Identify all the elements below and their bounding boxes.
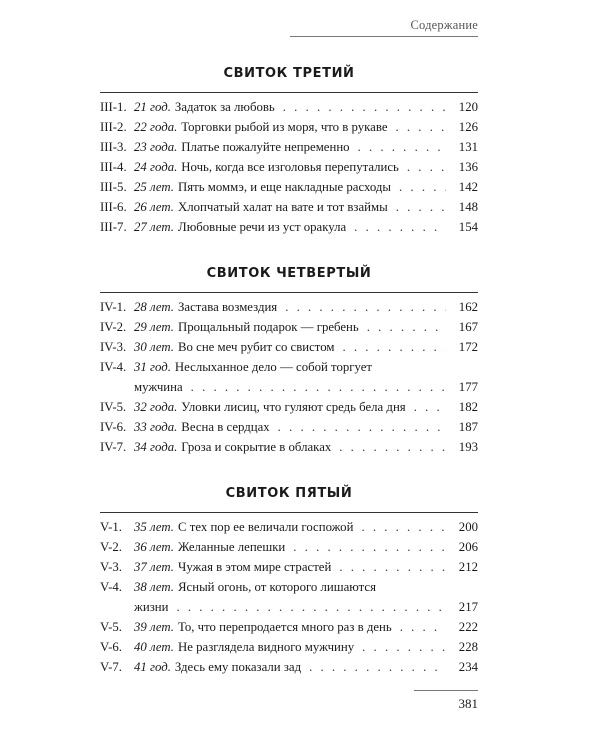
toc-entry-line bbox=[100, 657, 478, 677]
entry-title: Пять моммэ, и еще накладные расходы bbox=[178, 180, 392, 194]
toc-entry-line bbox=[100, 177, 478, 197]
toc-entry-line bbox=[100, 117, 478, 137]
toc-entry-line bbox=[100, 97, 478, 117]
entry-page: 177 bbox=[458, 380, 478, 394]
section-third bbox=[100, 66, 478, 237]
toc-entry[interactable] bbox=[100, 297, 478, 317]
toc-entry[interactable] bbox=[100, 577, 478, 617]
entry-number: III-7. bbox=[100, 220, 127, 234]
toc-entry-line bbox=[100, 197, 478, 217]
toc-entry[interactable] bbox=[100, 557, 478, 577]
entry-year: 39 лет. bbox=[134, 620, 175, 634]
entry-number: V-3. bbox=[100, 560, 122, 574]
toc-entry-line bbox=[100, 397, 478, 417]
entry-number: IV-6. bbox=[100, 420, 127, 434]
toc-entry[interactable] bbox=[100, 97, 478, 117]
footer-rule bbox=[414, 690, 478, 691]
entry-year: 23 года. bbox=[134, 140, 178, 154]
entry-year: 35 лет. bbox=[134, 520, 175, 534]
toc-entry[interactable] bbox=[100, 437, 478, 457]
entry-year: 30 лет. bbox=[134, 340, 175, 354]
dot-leader bbox=[339, 557, 446, 577]
toc-entry-line bbox=[100, 597, 478, 617]
dot-leader bbox=[293, 537, 446, 557]
toc-entry[interactable] bbox=[100, 317, 478, 337]
toc-entry-line bbox=[100, 357, 478, 377]
toc-entry-line bbox=[100, 217, 478, 237]
entry-title: Застава возмездия bbox=[178, 300, 278, 314]
entry-number: IV-7. bbox=[100, 440, 127, 454]
dot-leader bbox=[283, 97, 446, 117]
entry-year: 25 лет. bbox=[134, 180, 175, 194]
entry-number: III-2. bbox=[100, 120, 127, 134]
entry-page: 234 bbox=[458, 660, 478, 674]
entry-title: То, что перепродается много раз в день bbox=[178, 620, 392, 634]
entry-number: III-4. bbox=[100, 160, 127, 174]
entry-title: Платье пожалуйте непременно bbox=[181, 140, 350, 154]
entry-page: 126 bbox=[458, 120, 478, 134]
toc-entry[interactable] bbox=[100, 177, 478, 197]
dot-leader bbox=[176, 597, 446, 617]
dot-leader bbox=[399, 177, 446, 197]
entry-year: 22 года. bbox=[134, 120, 178, 134]
toc-entry[interactable] bbox=[100, 417, 478, 437]
entry-number: IV-4. bbox=[100, 360, 127, 374]
entry-number: III-5. bbox=[100, 180, 127, 194]
toc-entry[interactable] bbox=[100, 157, 478, 177]
toc-entry[interactable] bbox=[100, 197, 478, 217]
entry-number: IV-3. bbox=[100, 340, 127, 354]
toc-entry-line bbox=[100, 637, 478, 657]
entry-title-continued: жизни bbox=[134, 600, 169, 614]
entry-year: 28 лет. bbox=[134, 300, 175, 314]
toc-entry[interactable] bbox=[100, 657, 478, 677]
toc-entry-line bbox=[100, 517, 478, 537]
section-title-rule bbox=[100, 292, 478, 293]
entry-title: Во сне меч рубит со свистом bbox=[178, 340, 335, 354]
toc-entry[interactable] bbox=[100, 617, 478, 637]
toc-entry[interactable] bbox=[100, 337, 478, 357]
dot-leader bbox=[361, 517, 446, 537]
entry-page: 193 bbox=[458, 440, 478, 454]
toc-entry-line bbox=[100, 537, 478, 557]
toc-entry-line bbox=[100, 557, 478, 577]
entry-page: 154 bbox=[458, 220, 478, 234]
toc-entry[interactable] bbox=[100, 137, 478, 157]
toc-entry-line bbox=[100, 377, 478, 397]
toc-entry[interactable] bbox=[100, 537, 478, 557]
entry-year: 41 год. bbox=[134, 660, 171, 674]
toc-entry-line bbox=[100, 577, 478, 597]
dot-leader bbox=[278, 417, 446, 437]
dot-leader bbox=[354, 217, 446, 237]
entry-page: 206 bbox=[458, 540, 478, 554]
entry-page: 228 bbox=[458, 640, 478, 654]
entry-page: 172 bbox=[458, 340, 478, 354]
toc-entry-line bbox=[100, 317, 478, 337]
section-title-rule bbox=[100, 92, 478, 93]
dot-leader bbox=[396, 117, 447, 137]
entry-title: Чужая в этом мире страстей bbox=[178, 560, 332, 574]
entries bbox=[100, 97, 478, 237]
entry-page: 167 bbox=[458, 320, 478, 334]
entry-page: 148 bbox=[458, 200, 478, 214]
dot-leader bbox=[342, 337, 446, 357]
section-fourth bbox=[100, 266, 478, 457]
entry-number: V-7. bbox=[100, 660, 122, 674]
entry-title: Гроза и сокрытие в облаках bbox=[181, 440, 332, 454]
entry-number: V-6. bbox=[100, 640, 122, 654]
entry-page: 187 bbox=[458, 420, 478, 434]
entry-year: 27 лет. bbox=[134, 220, 175, 234]
entry-year: 36 лет. bbox=[134, 540, 175, 554]
entry-title: Задаток за любовь bbox=[174, 100, 275, 114]
entry-page: 136 bbox=[458, 160, 478, 174]
entry-number: III-3. bbox=[100, 140, 127, 154]
entry-year: 26 лет. bbox=[134, 200, 175, 214]
entry-year: 33 года. bbox=[134, 420, 178, 434]
entry-year: 29 лет. bbox=[134, 320, 175, 334]
toc-entry[interactable] bbox=[100, 517, 478, 537]
page-number: 381 bbox=[458, 696, 478, 711]
section-title: СВИТОК ПЯТЫЙ bbox=[225, 486, 353, 501]
toc-entry[interactable] bbox=[100, 217, 478, 237]
section-title-rule bbox=[100, 512, 478, 513]
entry-year: 32 года. bbox=[134, 400, 178, 414]
dot-leader bbox=[414, 397, 446, 417]
toc-entry[interactable] bbox=[100, 637, 478, 657]
entry-page: 217 bbox=[458, 600, 478, 614]
toc-entry[interactable] bbox=[100, 397, 478, 417]
entry-page: 222 bbox=[458, 620, 478, 634]
section-title: СВИТОК ЧЕТВЕРТЫЙ bbox=[206, 266, 372, 281]
entry-year: 31 год. bbox=[134, 360, 171, 374]
entry-number: V-4. bbox=[100, 580, 122, 594]
entry-title: С тех пор ее величали госпожой bbox=[178, 520, 354, 534]
entry-title: Не разглядела видного мужчину bbox=[178, 640, 355, 654]
header-rule bbox=[290, 36, 478, 37]
entry-title: Желанные лепешки bbox=[178, 540, 286, 554]
dot-leader bbox=[396, 197, 446, 217]
entry-year: 24 года. bbox=[134, 160, 178, 174]
entry-number: V-5. bbox=[100, 620, 122, 634]
dot-leader bbox=[285, 297, 446, 317]
entry-number: V-2. bbox=[100, 540, 122, 554]
entry-page: 120 bbox=[458, 100, 478, 114]
entry-title: Хлопчатый халат на вате и тот взаймы bbox=[178, 200, 388, 214]
entry-number: IV-1. bbox=[100, 300, 127, 314]
toc-entry-line bbox=[100, 297, 478, 317]
entry-page: 182 bbox=[458, 400, 478, 414]
entry-title: Ясный огонь, от которого лишаются bbox=[178, 580, 376, 594]
entry-page: 142 bbox=[458, 180, 478, 194]
entry-number: III-1. bbox=[100, 100, 127, 114]
dot-leader bbox=[309, 657, 446, 677]
entry-title: Ночь, когда все изголовья перепутались bbox=[181, 160, 399, 174]
section-fifth bbox=[100, 486, 478, 677]
entry-page: 200 bbox=[458, 520, 478, 534]
toc-entry-line bbox=[100, 617, 478, 637]
toc-entry[interactable] bbox=[100, 357, 478, 397]
dot-leader bbox=[358, 137, 446, 157]
entry-title: Неслыханное дело — собой торгует bbox=[174, 360, 373, 374]
entry-year: 37 лет. bbox=[134, 560, 175, 574]
dot-leader bbox=[339, 437, 446, 457]
section-title: СВИТОК ТРЕТИЙ bbox=[223, 66, 355, 81]
entry-year: 21 год. bbox=[134, 100, 171, 114]
dot-leader bbox=[362, 637, 446, 657]
entry-year: 34 года. bbox=[134, 440, 178, 454]
toc-entry-line bbox=[100, 137, 478, 157]
toc-entry-line bbox=[100, 337, 478, 357]
entry-title: Торговки рыбой из моря, что в рукаве bbox=[181, 120, 388, 134]
dot-leader bbox=[407, 157, 446, 177]
dot-leader bbox=[367, 317, 446, 337]
entries bbox=[100, 517, 478, 677]
entry-number: III-6. bbox=[100, 200, 127, 214]
dot-leader bbox=[191, 377, 446, 397]
toc-entry-line bbox=[100, 437, 478, 457]
entry-number: V-1. bbox=[100, 520, 122, 534]
entry-page: 162 bbox=[458, 300, 478, 314]
dot-leader bbox=[400, 617, 446, 637]
entry-title: Уловки лисиц, что гуляют средь бела дня bbox=[181, 400, 406, 414]
entry-title: Прощальный подарок — гребень bbox=[178, 320, 359, 334]
entry-title-continued: мужчина bbox=[134, 380, 183, 394]
running-head: Содержание bbox=[410, 18, 478, 32]
entry-title: Весна в сердцах bbox=[181, 420, 270, 434]
toc-entry-line bbox=[100, 417, 478, 437]
entry-number: IV-5. bbox=[100, 400, 127, 414]
entries bbox=[100, 297, 478, 457]
entry-title: Здесь ему показали зад bbox=[174, 660, 302, 674]
toc-entry[interactable] bbox=[100, 117, 478, 137]
entry-title: Любовные речи из уст оракула bbox=[178, 220, 347, 234]
entry-number: IV-2. bbox=[100, 320, 127, 334]
toc-entry-line bbox=[100, 157, 478, 177]
entry-year: 40 лет. bbox=[134, 640, 175, 654]
entry-year: 38 лет. bbox=[134, 580, 175, 594]
entry-page: 131 bbox=[458, 140, 478, 154]
entry-page: 212 bbox=[458, 560, 478, 574]
